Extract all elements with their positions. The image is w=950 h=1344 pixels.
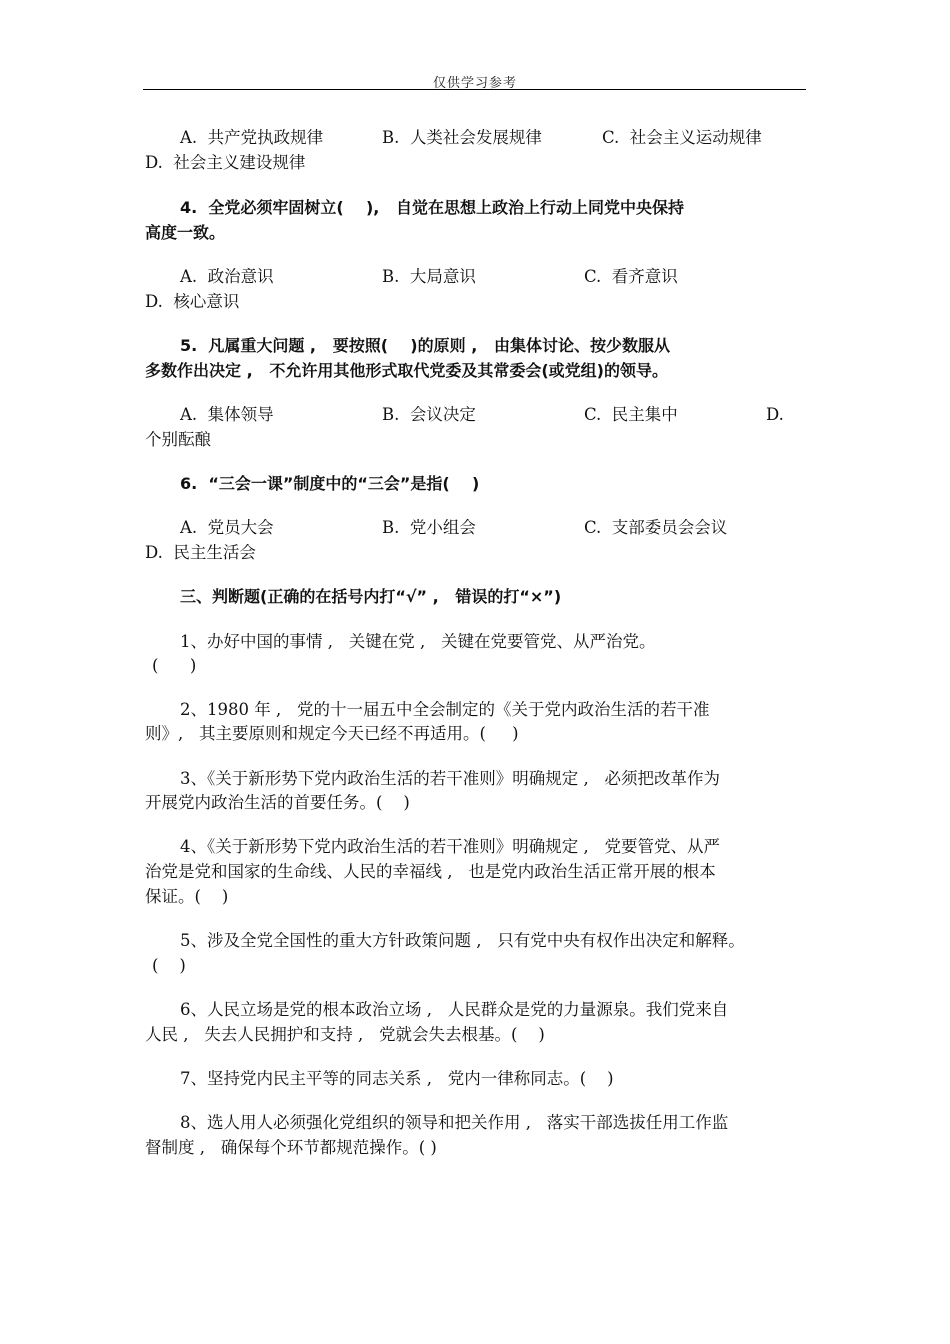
q3-option-d: D. 社会主义建设规律 — [145, 153, 306, 172]
q5-question-line1: 5. 凡属重大问题 , 要按照( )的原则 , 由集体讨论、按少数服从 — [180, 336, 670, 355]
judgment-5-line1: 5、涉及全党全国性的重大方针政策问题 , 只有党中央有权作出决定和解释。 — [180, 931, 745, 950]
q6-question-line1: 6. “三会一课”制度中的“三会”是指( ) — [180, 474, 480, 493]
q6-option-d: D. 民主生活会 — [145, 543, 256, 562]
q5-option-c: C. 民主集中 — [584, 405, 678, 424]
judgment-2-line2: 则》, 其主要原则和规定今天已经不再适用。( ) — [145, 724, 519, 743]
q5-option-a: A. 集体领导 — [180, 405, 274, 424]
q4-option-c: C. 看齐意识 — [584, 267, 678, 286]
judgment-1-line1: 1、办好中国的事情 , 关键在党 , 关键在党要管党、从严治党。 — [180, 632, 656, 651]
q4-question-line1: 4. 全党必须牢固树立( ), 自觉在思想上政治上行动上同党中央保持 — [180, 198, 685, 217]
judgment-6-line2: 人民 , 失去人民拥护和支持 , 党就会失去根基。( ) — [145, 1025, 545, 1044]
page-header: 仅供学习参考 — [432, 76, 517, 91]
section-3-title: 三、判断题(正确的在括号内打“√” , 错误的打“×”) — [180, 587, 562, 606]
judgment-7-line1: 7、坚持党内民主平等的同志关系 , 党内一律称同志。( ) — [180, 1069, 614, 1088]
q4-option-a: A. 政治意识 — [180, 267, 274, 286]
q6-option-a: A. 党员大会 — [180, 518, 274, 537]
q4-option-b: B. 大局意识 — [382, 267, 476, 286]
q3-option-c: C. 社会主义运动规律 — [602, 128, 762, 147]
q6-option-b: B. 党小组会 — [382, 518, 476, 537]
q5-option-b: B. 会议决定 — [382, 405, 476, 424]
judgment-5-line2: ( ) — [152, 956, 186, 975]
q4-option-d: D. 核心意识 — [145, 292, 240, 311]
judgment-6-line1: 6、人民立场是党的根本政治立场 , 人民群众是党的力量源泉。我们党来自 — [180, 1000, 729, 1019]
q3-option-a: A. 共产党执政规律 — [180, 128, 324, 147]
q5-option-d-text: 个别酝酿 — [145, 430, 211, 449]
q4-question-line2: 高度一致。 — [145, 223, 226, 242]
judgment-4-line1: 4、《关于新形势下党内政治生活的若干准则》明确规定 , 党要管党、从严 — [180, 837, 720, 856]
judgment-4-line2: 治党是党和国家的生命线、人民的幸福线 , 也是党内政治生活正常开展的根本 — [145, 862, 716, 881]
q3-option-b: B. 人类社会发展规律 — [382, 128, 542, 147]
judgment-8-line1: 8、选人用人必须强化党组织的领导和把关作用 , 落实干部选拔任用工作监 — [180, 1113, 729, 1132]
judgment-3-line1: 3、《关于新形势下党内政治生活的若干准则》明确规定 , 必须把改革作为 — [180, 769, 720, 788]
judgment-8-line2: 督制度 , 确保每个环节都规范操作。( ) — [145, 1138, 437, 1157]
q5-question-line2: 多数作出决定 , 不允许用其他形式取代党委及其常委会(或党组)的领导。 — [145, 361, 668, 380]
judgment-3-line2: 开展党内政治生活的首要任务。( ) — [145, 793, 410, 812]
judgment-2-line1: 2、1980 年 , 党的十一届五中全会制定的《关于党内政治生活的若干准 — [180, 700, 710, 719]
judgment-1-line2: ( ) — [152, 656, 197, 675]
q5-option-d-label: D. — [766, 405, 784, 424]
judgment-4-line3: 保证。( ) — [145, 887, 229, 906]
q6-option-c: C. 支部委员会会议 — [584, 518, 728, 537]
header-rule — [143, 89, 806, 90]
